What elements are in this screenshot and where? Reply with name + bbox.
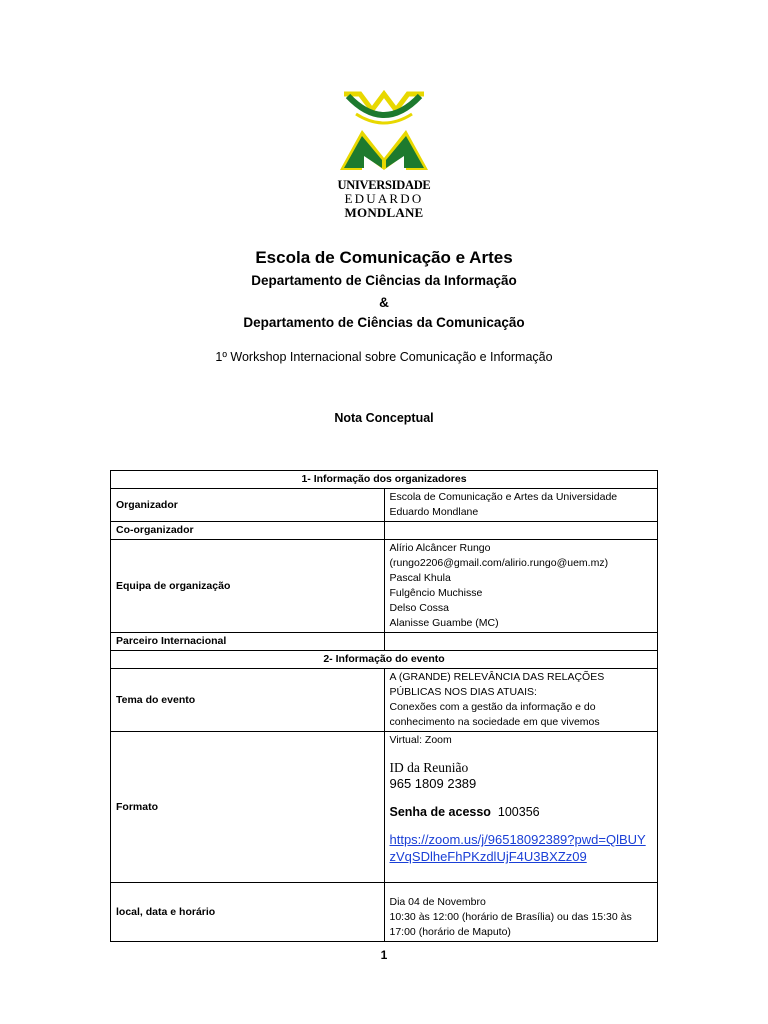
table-row [111,732,658,883]
list-item: Fulgêncio Muchisse [389,587,483,599]
table-row [111,651,658,669]
workshop-subtitle: 1º Workshop Internacional sobre Comunicação e Informação [215,350,553,364]
passcode-value: 100356 [497,805,540,819]
coorganizador-label: Co-organizador [111,522,385,540]
list-item: Alírio Alcâncer Rungo (rungo2206@gmail.com/alirio.rungo@uem.mz) [389,542,609,569]
meeting-id-label: ID da Reunião [389,760,469,775]
zoom-meeting-link[interactable]: https://zoom.us/j/96518092389?pwd=QlBUYzVqSDlheFhPKzdlUjF4U3BXZz09 [389,832,646,864]
parceiro-value [384,633,658,651]
table-row [111,471,658,489]
table-row [111,540,658,633]
page-number: 1 [380,948,388,962]
parceiro-label: Parceiro Internacional [111,633,385,651]
local-time: 10:30 às 12:00 (horário de Brasília) ou das 15:30 às 17:00 (horário de Maputo) [389,911,632,938]
section-header-event: 2- Informação do evento [111,651,658,669]
coorganizador-value [384,522,658,540]
department-information-title: Departamento de Ciências da Informação [251,273,517,288]
table-row [111,489,658,522]
local-value [384,883,658,942]
department-communication-title: Departamento de Ciências da Comunicação [243,315,525,330]
school-title: Escola de Comunicação e Artes [255,248,513,267]
formato-value [384,732,658,883]
table-row [111,883,658,942]
formato-label: Formato [111,732,385,883]
passcode-line [390,804,653,820]
table-row [111,633,658,651]
tema-title: A (GRANDE) RELEVÂNCIA DAS RELAÇÕES PÚBLICAS NOS DIAS ATUAIS: [389,671,605,698]
university-emblem-icon [334,86,434,176]
organizador-label: Organizador [111,489,385,522]
meeting-id: 965 1809 2389 [389,776,477,791]
logo-line-eduardo: EDUARDO [344,191,424,206]
equipa-list [384,540,658,633]
list-item: Delso Cossa [389,602,450,614]
list-item: Pascal Khula [389,572,451,584]
equipa-label: Equipa de organização [111,540,385,633]
local-date: Dia 04 de Novembro [389,896,486,908]
table-row [111,522,658,540]
passcode-label: Senha de acesso [389,805,491,819]
table-row [111,669,658,732]
local-label: local, data e horário [111,883,385,942]
info-table [110,470,658,942]
formato-virtual: Virtual: Zoom [389,734,452,746]
tema-label: Tema do evento [111,669,385,732]
university-logo [334,86,434,220]
organizador-value: Escola de Comunicação e Artes da Universidade Eduardo Mondlane [384,489,658,522]
logo-line-universidade: UNIVERSIDADE [337,178,431,192]
tema-subtitle: Conexões com a gestão da informação e do conhecimento na sociedade em que vivemos [389,701,600,728]
logo-line-mondlane: MONDLANE [344,205,424,220]
section-header-organizers: 1- Informação dos organizadores [111,471,658,489]
tema-value [384,669,658,732]
document-heading: Nota Conceptual [334,411,434,425]
list-item: Alanisse Guambe (MC) [389,617,499,629]
ampersand: & [379,295,389,310]
